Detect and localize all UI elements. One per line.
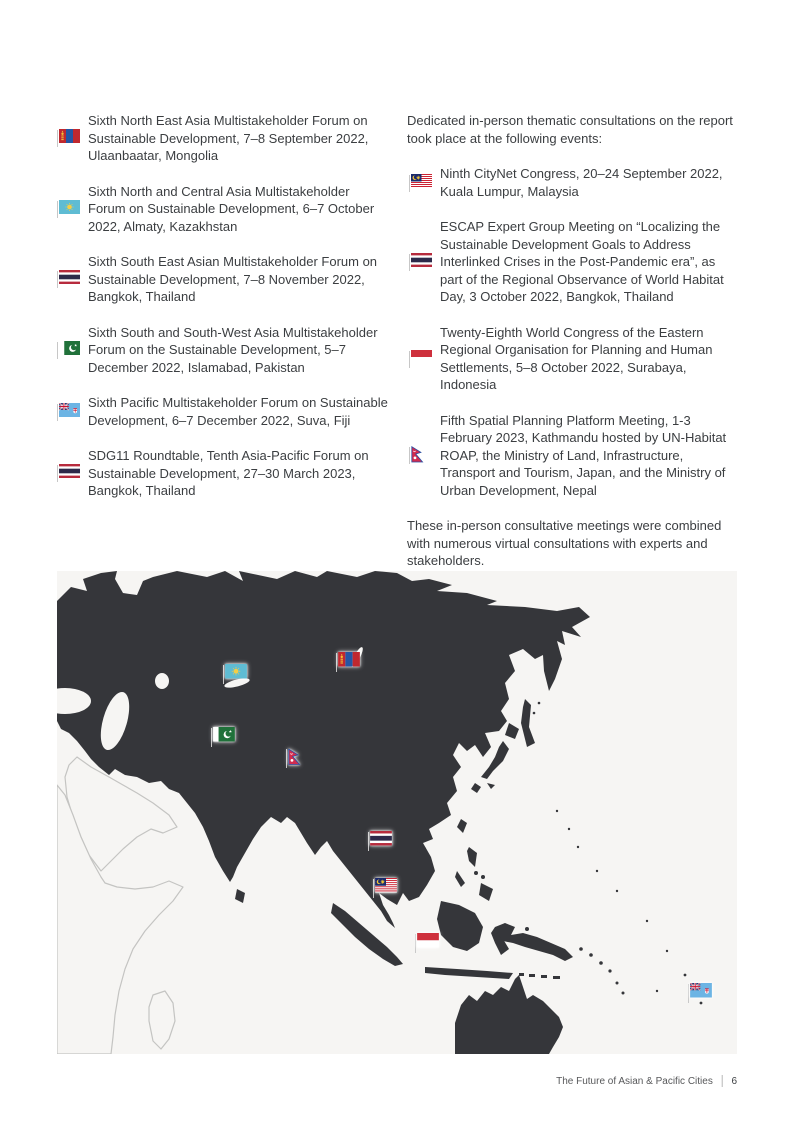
event-item <box>57 112 390 165</box>
event-item <box>409 165 739 200</box>
event-item <box>409 412 739 500</box>
closing-paragraph: These in-person consultative meetings were combined with numerous virtual consultations with experts and stakeholders. <box>407 518 722 568</box>
asia-pacific-map <box>57 571 737 1054</box>
event-text: Sixth North and Central Asia Multistakeholder Forum on Sustainable Development, 6–7 October 2022, Almaty, Kazakhstan <box>88 183 375 234</box>
left-column <box>57 112 390 570</box>
event-columns <box>57 112 739 570</box>
page-number: 6 <box>731 1076 737 1087</box>
kazakhstan-flag-icon <box>57 198 81 220</box>
right-column <box>407 112 739 570</box>
event-text: Ninth CityNet Congress, 20–24 September 2022, Kuala Lumpur, Malaysia <box>440 166 723 199</box>
fiji-map-marker <box>688 982 712 1004</box>
event-text: Sixth Pacific Multistakeholder Forum on Sustainable Development, 6–7 December 2022, Suva, Fiji <box>88 395 388 428</box>
intro-paragraph: Dedicated in-person thematic consultations on the report took place at the following events: <box>407 113 733 146</box>
event-item <box>57 447 390 500</box>
thailand-map-marker <box>368 830 392 852</box>
event-text: Sixth South and South-West Asia Multistakeholder Forum on the Sustainable Development, 5–7 December 2022, Islamabad, Pakistan <box>88 324 378 375</box>
thailand-flag-icon <box>57 462 81 484</box>
fiji-flag-icon <box>57 401 81 423</box>
malaysia-flag-icon <box>409 172 433 194</box>
mongolia-map-marker <box>336 651 360 673</box>
indonesia-flag-icon <box>409 348 433 370</box>
thailand-flag-icon <box>409 251 433 273</box>
malaysia-map-marker <box>373 877 397 899</box>
event-item <box>57 253 390 306</box>
event-item <box>57 183 390 236</box>
footer-separator: | <box>720 1074 724 1089</box>
indonesia-map-marker <box>415 932 439 954</box>
kazakhstan-map-marker <box>223 663 247 685</box>
nepal-map-marker <box>286 747 310 769</box>
event-text: Sixth South East Asian Multistakeholder Forum on Sustainable Development, 7–8 November 2022, Bangkok, Thailand <box>88 254 378 304</box>
event-text: Twenty-Eighth World Congress of the Eastern Regional Organisation for Planning and Human Settlements, 5–8 October 2022, Surabaya, Indonesia <box>440 324 713 392</box>
left-event-list <box>57 112 390 500</box>
event-item <box>409 324 739 394</box>
event-text: Fifth Spatial Planning Platform Meeting, 1-3 February 2023, Kathmandu hosted by UN-Habitat ROAP, the Ministry of Land, Infrastructure, Transport and Tourism, Japan, and the Ministry of Urban Development, Nepal <box>440 412 727 498</box>
right-event-list <box>407 165 739 499</box>
thailand-flag-icon <box>57 268 81 290</box>
pakistan-map-marker <box>211 726 235 748</box>
event-item <box>57 324 390 377</box>
nepal-flag-icon <box>409 444 433 466</box>
event-item <box>409 218 739 306</box>
footer-title: The Future of Asian & Pacific Cities <box>556 1076 713 1087</box>
mongolia-flag-icon <box>57 127 81 149</box>
event-text: Sixth North East Asia Multistakeholder Forum on Sustainable Development, 7–8 September 2022, Ulaanbaatar, Mongolia <box>88 113 369 163</box>
event-text: SDG11 Roundtable, Tenth Asia-Pacific Forum on Sustainable Development, 27–30 March 2023, Bangkok, Thailand <box>88 448 369 498</box>
event-text: ESCAP Expert Group Meeting on “Localizing the Sustainable Development Goals to Address Interlinked Crises in the Post-Pandemic era”, as part of the Regional Observance of World Habitat Day, 3 October 2022, Bangkok, Thailand <box>440 219 724 304</box>
pakistan-flag-icon <box>57 339 81 361</box>
event-item <box>57 394 390 429</box>
map-landmass <box>57 571 737 1054</box>
page-footer <box>556 1076 737 1087</box>
